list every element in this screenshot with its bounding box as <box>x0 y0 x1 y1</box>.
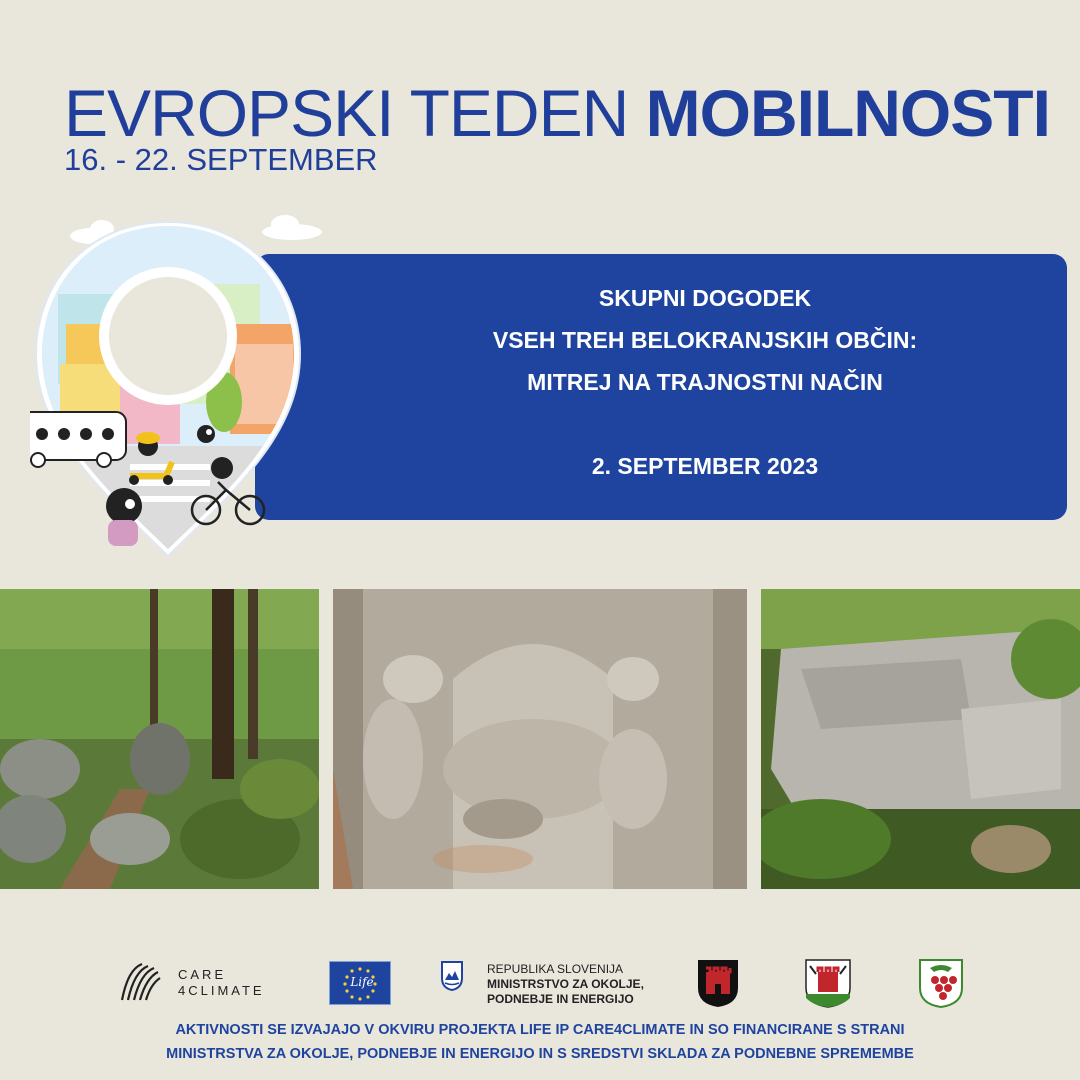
slovenia-coat-of-arms-icon <box>440 960 464 992</box>
event-dates: 16. - 22. SEPTEMBER <box>64 142 378 177</box>
eu-life-logo <box>329 961 391 1005</box>
event-banner <box>255 254 1067 520</box>
small-figure-icon <box>197 425 215 443</box>
walking-person-icon <box>106 488 142 546</box>
mobility-pin-illustration <box>30 214 330 574</box>
ministry-line-3: PODNEBJE IN ENERGIJO <box>487 992 634 1006</box>
photo-mithraeum-relief <box>333 589 747 889</box>
care4climate-line-2: 4CLIMATE <box>178 983 265 998</box>
banner-event-date: 2. SEPTEMBER 2023 <box>591 453 819 479</box>
photo-rock-cliff <box>761 589 1080 889</box>
footer-line-2: MINISTRSTVA ZA OKOLJE, PODNEBJE IN ENERGIJO IN S SREDSTVI SKLADA ZA PODNEBNE SPREMEMBE <box>166 1046 914 1062</box>
ministry-line-2: MINISTRSTVO ZA OKOLJE, <box>487 977 644 991</box>
municipality-crest-2-icon <box>804 958 852 1008</box>
logos-row <box>0 950 1080 1014</box>
care4climate-line-1: CARE <box>178 967 227 982</box>
banner-line-2: VSEH TREH BELOKRANJSKIH OBČIN: <box>492 327 918 353</box>
event-title-bold: MOBILNOSTI <box>645 76 1050 150</box>
footer-line-1: AKTIVNOSTI SE IZVAJAJO V OKVIRU PROJEKTA LIFE IP CARE4CLIMATE IN SO FINANCIRANE S STRANI <box>175 1022 905 1038</box>
photo-forest-path <box>0 589 319 889</box>
bus-icon <box>30 412 126 467</box>
event-title-light: EVROPSKI TEDEN <box>64 76 646 150</box>
municipality-crest-1-icon <box>696 958 740 1008</box>
pin-hole <box>104 272 232 400</box>
life-logo-text: Life <box>350 975 374 989</box>
event-title <box>64 78 1050 148</box>
ministry-line-1: REPUBLIKA SLOVENIJA <box>487 962 624 976</box>
cloud-icon <box>262 215 322 240</box>
banner-line-1: SKUPNI DOGODEK <box>598 285 812 311</box>
municipality-crest-3-icon <box>918 958 964 1008</box>
care4climate-logo-icon <box>118 960 162 1004</box>
banner-line-3: MITREJ NA TRAJNOSTNI NAČIN <box>527 369 883 395</box>
